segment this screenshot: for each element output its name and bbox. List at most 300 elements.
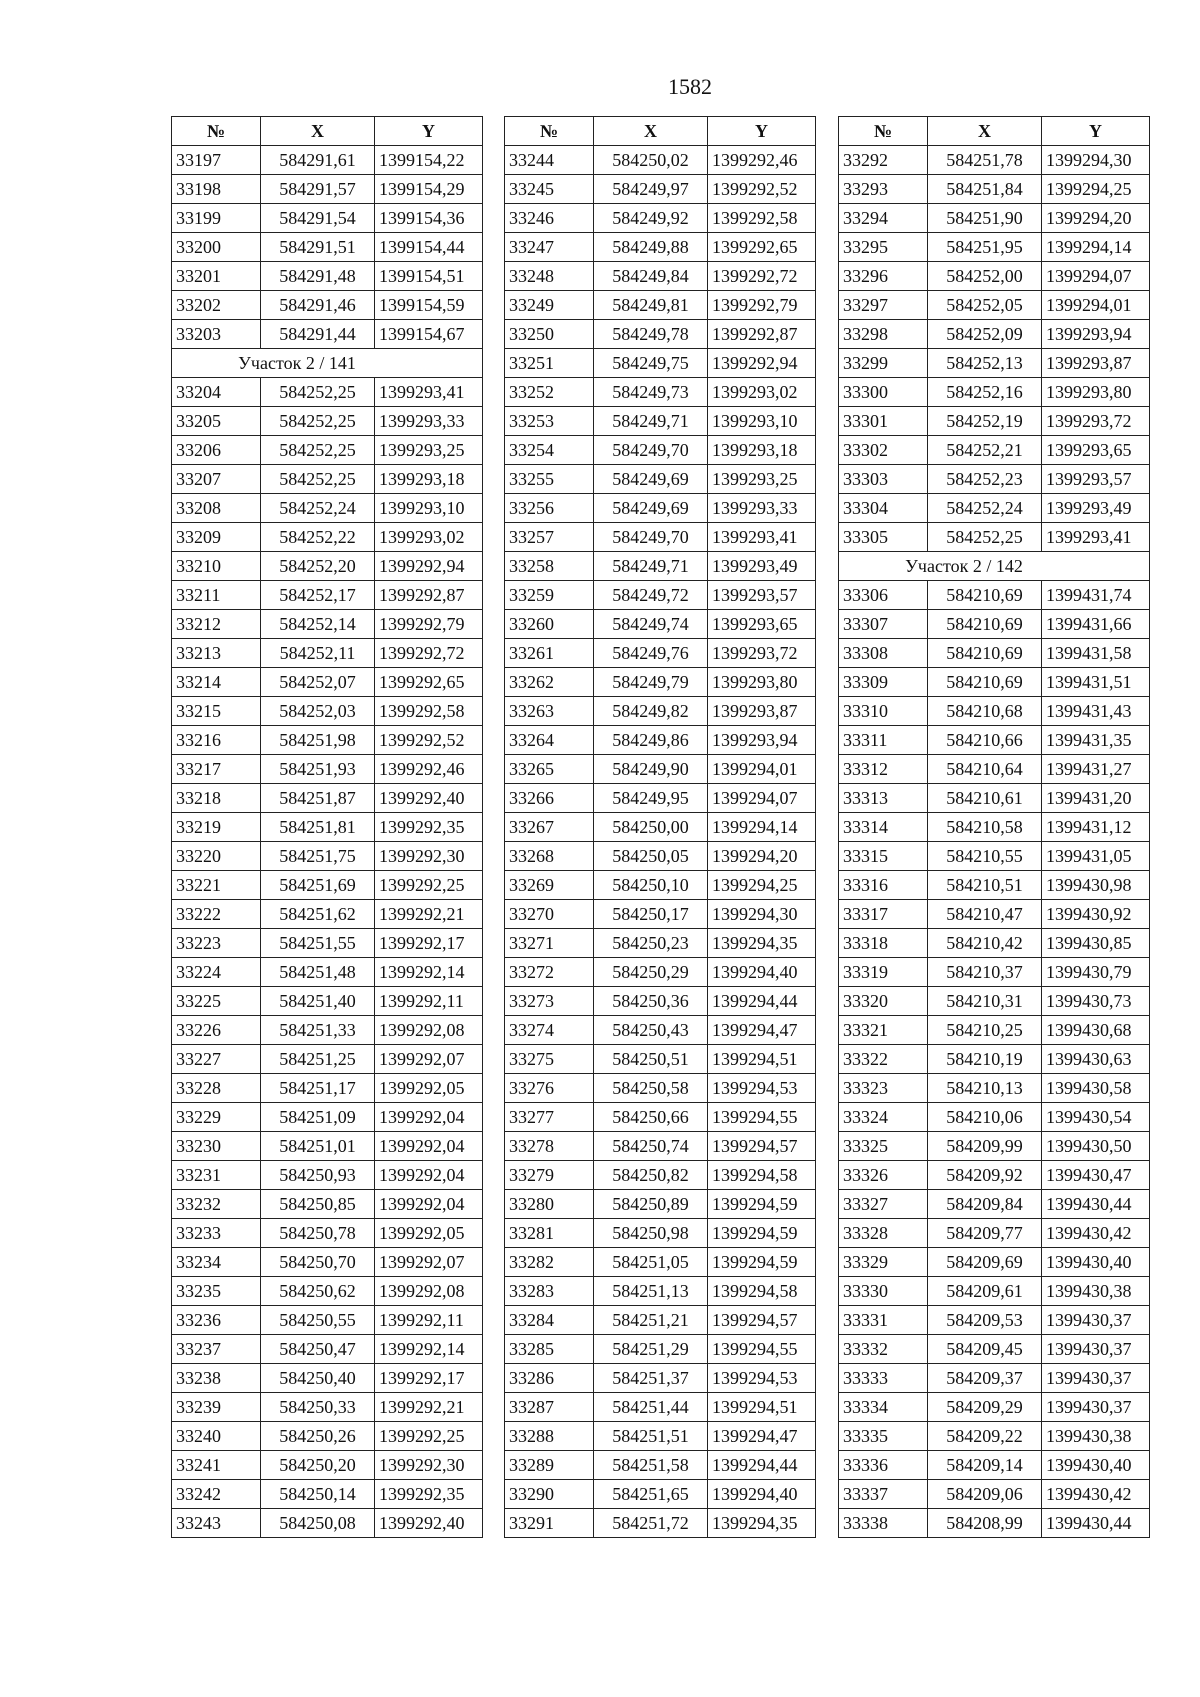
point-number: 33244 [505, 146, 594, 175]
coord-y: 1399430,63 [1042, 1045, 1150, 1074]
page-number: 1582 [668, 74, 712, 99]
table-row [172, 958, 483, 987]
coord-y: 1399430,37 [1042, 1364, 1150, 1393]
table-row [172, 1074, 483, 1103]
table-row [172, 610, 483, 639]
coord-y: 1399294,44 [708, 1451, 816, 1480]
coord-y: 1399293,72 [708, 639, 816, 668]
coord-x: 584252,25 [928, 523, 1042, 552]
table-row [839, 581, 1150, 610]
point-number: 33228 [172, 1074, 261, 1103]
header-row [505, 117, 816, 146]
point-number: 33207 [172, 465, 261, 494]
point-number: 33224 [172, 958, 261, 987]
coord-x: 584251,37 [594, 1364, 708, 1393]
coord-y: 1399294,40 [708, 1480, 816, 1509]
coord-y: 1399292,30 [375, 1451, 483, 1480]
point-number: 33299 [839, 349, 928, 378]
table-row [505, 581, 816, 610]
table-row [172, 494, 483, 523]
coord-x: 584210,68 [928, 697, 1042, 726]
point-number: 33271 [505, 929, 594, 958]
coord-x: 584210,55 [928, 842, 1042, 871]
table-row [505, 697, 816, 726]
table-row [839, 1132, 1150, 1161]
coord-y: 1399430,42 [1042, 1480, 1150, 1509]
coord-y: 1399293,65 [1042, 436, 1150, 465]
coord-y: 1399294,35 [708, 1509, 816, 1538]
coord-x: 584209,61 [928, 1277, 1042, 1306]
coord-x: 584252,25 [261, 378, 375, 407]
coord-y: 1399430,98 [1042, 871, 1150, 900]
table-row [172, 1364, 483, 1393]
coord-y: 1399294,58 [708, 1161, 816, 1190]
coord-y: 1399430,73 [1042, 987, 1150, 1016]
point-number: 33310 [839, 697, 928, 726]
coord-x: 584252,07 [261, 668, 375, 697]
table-row [839, 784, 1150, 813]
section-row [172, 349, 483, 378]
coord-x: 584252,14 [261, 610, 375, 639]
table-row [505, 146, 816, 175]
point-number: 33275 [505, 1045, 594, 1074]
coord-x: 584251,17 [261, 1074, 375, 1103]
coord-y: 1399154,67 [375, 320, 483, 349]
point-number: 33319 [839, 958, 928, 987]
point-number: 33278 [505, 1132, 594, 1161]
coordinates-table-2 [504, 116, 816, 1538]
point-number: 33258 [505, 552, 594, 581]
table-row [505, 1306, 816, 1335]
coord-y: 1399293,65 [708, 610, 816, 639]
coord-y: 1399292,40 [375, 1509, 483, 1538]
coord-x: 584210,31 [928, 987, 1042, 1016]
table-row [505, 610, 816, 639]
coord-y: 1399292,58 [708, 204, 816, 233]
table-row [172, 204, 483, 233]
table-row [172, 1219, 483, 1248]
coordinates-table-1 [171, 116, 483, 1538]
table-row [172, 697, 483, 726]
table-row [172, 407, 483, 436]
coord-x: 584252,20 [261, 552, 375, 581]
coord-x: 584291,48 [261, 262, 375, 291]
coord-y: 1399430,44 [1042, 1509, 1150, 1538]
table-row [839, 320, 1150, 349]
table-row [505, 1016, 816, 1045]
coord-y: 1399293,87 [708, 697, 816, 726]
table-row [839, 465, 1150, 494]
coord-y: 1399430,68 [1042, 1016, 1150, 1045]
coord-y: 1399294,14 [708, 813, 816, 842]
coord-y: 1399431,58 [1042, 639, 1150, 668]
coord-y: 1399292,52 [375, 726, 483, 755]
coord-y: 1399292,87 [708, 320, 816, 349]
coord-x: 584252,19 [928, 407, 1042, 436]
coord-y: 1399294,44 [708, 987, 816, 1016]
point-number: 33304 [839, 494, 928, 523]
coord-y: 1399294,47 [708, 1422, 816, 1451]
coord-x: 584249,69 [594, 465, 708, 494]
coord-y: 1399292,25 [375, 1422, 483, 1451]
coord-y: 1399293,57 [1042, 465, 1150, 494]
coord-x: 584249,92 [594, 204, 708, 233]
coord-y: 1399293,18 [375, 465, 483, 494]
coord-y: 1399294,01 [1042, 291, 1150, 320]
coord-x: 584249,70 [594, 523, 708, 552]
point-number: 33314 [839, 813, 928, 842]
coord-x: 584250,85 [261, 1190, 375, 1219]
point-number: 33289 [505, 1451, 594, 1480]
table-row [839, 1335, 1150, 1364]
coord-y: 1399292,46 [375, 755, 483, 784]
coord-x: 584249,69 [594, 494, 708, 523]
coord-y: 1399294,53 [708, 1074, 816, 1103]
point-number: 33257 [505, 523, 594, 552]
table-row [505, 871, 816, 900]
coord-y: 1399293,10 [708, 407, 816, 436]
coord-x: 584251,90 [928, 204, 1042, 233]
table-row [505, 233, 816, 262]
table-row [505, 1364, 816, 1393]
point-number: 33251 [505, 349, 594, 378]
point-number: 33317 [839, 900, 928, 929]
coord-x: 584209,06 [928, 1480, 1042, 1509]
coord-x: 584249,74 [594, 610, 708, 639]
point-number: 33260 [505, 610, 594, 639]
point-number: 33294 [839, 204, 928, 233]
point-number: 33236 [172, 1306, 261, 1335]
coord-y: 1399293,25 [375, 436, 483, 465]
table-row [172, 523, 483, 552]
coord-x: 584210,66 [928, 726, 1042, 755]
point-number: 33250 [505, 320, 594, 349]
table-row [505, 1103, 816, 1132]
coord-x: 584209,92 [928, 1161, 1042, 1190]
coord-y: 1399293,18 [708, 436, 816, 465]
point-number: 33309 [839, 668, 928, 697]
point-number: 33210 [172, 552, 261, 581]
coord-y: 1399292,14 [375, 958, 483, 987]
point-number: 33204 [172, 378, 261, 407]
coord-y: 1399292,94 [708, 349, 816, 378]
coord-y: 1399292,30 [375, 842, 483, 871]
coord-y: 1399294,59 [708, 1248, 816, 1277]
coord-x: 584250,05 [594, 842, 708, 871]
coord-y: 1399293,02 [708, 378, 816, 407]
table-row [839, 610, 1150, 639]
coord-x: 584249,81 [594, 291, 708, 320]
coord-y: 1399292,25 [375, 871, 483, 900]
header-y: Y [1042, 117, 1150, 146]
table-row [839, 726, 1150, 755]
coord-y: 1399430,42 [1042, 1219, 1150, 1248]
coord-x: 584252,25 [261, 436, 375, 465]
coord-x: 584249,79 [594, 668, 708, 697]
point-number: 33211 [172, 581, 261, 610]
point-number: 33312 [839, 755, 928, 784]
point-number: 33237 [172, 1335, 261, 1364]
coord-y: 1399294,30 [1042, 146, 1150, 175]
coord-x: 584250,14 [261, 1480, 375, 1509]
coord-y: 1399154,51 [375, 262, 483, 291]
coord-x: 584291,54 [261, 204, 375, 233]
point-number: 33300 [839, 378, 928, 407]
point-number: 33272 [505, 958, 594, 987]
section-title [172, 349, 483, 378]
point-number: 33305 [839, 523, 928, 552]
table-row [172, 378, 483, 407]
coord-x: 584252,23 [928, 465, 1042, 494]
point-number: 33329 [839, 1248, 928, 1277]
coord-y: 1399294,40 [708, 958, 816, 987]
coord-y: 1399293,33 [708, 494, 816, 523]
coord-x: 584251,01 [261, 1132, 375, 1161]
point-number: 33337 [839, 1480, 928, 1509]
coord-y: 1399292,08 [375, 1277, 483, 1306]
table-row [839, 146, 1150, 175]
table-row [505, 1335, 816, 1364]
point-number: 33326 [839, 1161, 928, 1190]
table-row [172, 987, 483, 1016]
coord-y: 1399431,66 [1042, 610, 1150, 639]
coord-x: 584249,72 [594, 581, 708, 610]
point-number: 33328 [839, 1219, 928, 1248]
coord-x: 584210,58 [928, 813, 1042, 842]
point-number: 33241 [172, 1451, 261, 1480]
point-number: 33306 [839, 581, 928, 610]
coord-y: 1399292,52 [708, 175, 816, 204]
table-row [505, 175, 816, 204]
coord-y: 1399292,08 [375, 1016, 483, 1045]
table-row [505, 1277, 816, 1306]
header-y: Y [375, 117, 483, 146]
coord-y: 1399430,40 [1042, 1451, 1150, 1480]
point-number: 33318 [839, 929, 928, 958]
coord-x: 584250,89 [594, 1190, 708, 1219]
point-number: 33273 [505, 987, 594, 1016]
table-row [839, 1277, 1150, 1306]
point-number: 33206 [172, 436, 261, 465]
table-row [172, 929, 483, 958]
table-row [505, 407, 816, 436]
coord-x: 584252,03 [261, 697, 375, 726]
coord-y: 1399292,04 [375, 1161, 483, 1190]
table-row [505, 784, 816, 813]
point-number: 33287 [505, 1393, 594, 1422]
coord-x: 584250,78 [261, 1219, 375, 1248]
table-row [172, 1335, 483, 1364]
coord-y: 1399292,04 [375, 1132, 483, 1161]
coord-x: 584249,71 [594, 407, 708, 436]
coord-x: 584250,66 [594, 1103, 708, 1132]
coord-y: 1399430,50 [1042, 1132, 1150, 1161]
table-row [839, 233, 1150, 262]
coord-y: 1399294,20 [1042, 204, 1150, 233]
point-number: 33296 [839, 262, 928, 291]
coord-y: 1399293,72 [1042, 407, 1150, 436]
table-row [172, 146, 483, 175]
point-number: 33330 [839, 1277, 928, 1306]
coord-x: 584250,10 [594, 871, 708, 900]
coord-y: 1399154,59 [375, 291, 483, 320]
coord-x: 584249,88 [594, 233, 708, 262]
coord-y: 1399292,07 [375, 1248, 483, 1277]
section-label: Участок 2 / 142 [905, 556, 1023, 576]
coord-x: 584252,24 [928, 494, 1042, 523]
table-row [505, 1451, 816, 1480]
coord-x: 584251,58 [594, 1451, 708, 1480]
coord-y: 1399292,17 [375, 1364, 483, 1393]
coord-x: 584251,05 [594, 1248, 708, 1277]
coord-x: 584209,14 [928, 1451, 1042, 1480]
coord-x: 584249,97 [594, 175, 708, 204]
coord-x: 584250,29 [594, 958, 708, 987]
table-row [172, 552, 483, 581]
point-number: 33265 [505, 755, 594, 784]
coord-x: 584210,69 [928, 581, 1042, 610]
point-number: 33264 [505, 726, 594, 755]
point-number: 33242 [172, 1480, 261, 1509]
table-row [505, 755, 816, 784]
point-number: 33307 [839, 610, 928, 639]
coord-x: 584251,95 [928, 233, 1042, 262]
coord-x: 584209,69 [928, 1248, 1042, 1277]
point-number: 33315 [839, 842, 928, 871]
point-number: 33197 [172, 146, 261, 175]
table-body [505, 146, 816, 1538]
table-row [172, 1306, 483, 1335]
point-number: 33239 [172, 1393, 261, 1422]
coord-x: 584252,25 [261, 465, 375, 494]
coord-x: 584252,11 [261, 639, 375, 668]
coord-y: 1399293,94 [708, 726, 816, 755]
point-number: 33308 [839, 639, 928, 668]
point-number: 33252 [505, 378, 594, 407]
coord-x: 584250,93 [261, 1161, 375, 1190]
table-row [505, 1248, 816, 1277]
point-number: 33226 [172, 1016, 261, 1045]
coord-y: 1399294,57 [708, 1132, 816, 1161]
table-row [839, 1248, 1150, 1277]
point-number: 33200 [172, 233, 261, 262]
table-row [839, 523, 1150, 552]
point-number: 33268 [505, 842, 594, 871]
coord-x: 584250,98 [594, 1219, 708, 1248]
coord-x: 584210,37 [928, 958, 1042, 987]
table-row [505, 494, 816, 523]
point-number: 33233 [172, 1219, 261, 1248]
section-title [839, 552, 1150, 581]
coord-y: 1399431,74 [1042, 581, 1150, 610]
section-row [839, 552, 1150, 581]
table-row [172, 291, 483, 320]
table-row [839, 755, 1150, 784]
point-number: 33269 [505, 871, 594, 900]
table-row [839, 1509, 1150, 1538]
coord-x: 584251,09 [261, 1103, 375, 1132]
table-row [839, 697, 1150, 726]
point-number: 33248 [505, 262, 594, 291]
table-row [172, 842, 483, 871]
coord-y: 1399292,94 [375, 552, 483, 581]
coord-x: 584251,40 [261, 987, 375, 1016]
table-row [505, 436, 816, 465]
table-row [505, 1190, 816, 1219]
point-number: 33324 [839, 1103, 928, 1132]
coord-x: 584209,84 [928, 1190, 1042, 1219]
coord-x: 584250,82 [594, 1161, 708, 1190]
coord-x: 584210,51 [928, 871, 1042, 900]
coord-x: 584251,62 [261, 900, 375, 929]
coord-y: 1399292,72 [375, 639, 483, 668]
table-row [839, 436, 1150, 465]
point-number: 33230 [172, 1132, 261, 1161]
table-row [172, 320, 483, 349]
coord-y: 1399292,79 [375, 610, 483, 639]
coord-y: 1399294,47 [708, 1016, 816, 1045]
coord-y: 1399292,46 [708, 146, 816, 175]
coord-y: 1399292,35 [375, 1480, 483, 1509]
table-row [172, 1016, 483, 1045]
coord-x: 584251,33 [261, 1016, 375, 1045]
point-number: 33286 [505, 1364, 594, 1393]
coord-y: 1399294,07 [708, 784, 816, 813]
coord-x: 584251,21 [594, 1306, 708, 1335]
table-row [172, 233, 483, 262]
coord-y: 1399292,35 [375, 813, 483, 842]
table-row [172, 1103, 483, 1132]
coord-y: 1399430,58 [1042, 1074, 1150, 1103]
point-number: 33320 [839, 987, 928, 1016]
coord-x: 584209,45 [928, 1335, 1042, 1364]
table-row [505, 726, 816, 755]
coord-x: 584209,22 [928, 1422, 1042, 1451]
point-number: 33231 [172, 1161, 261, 1190]
coord-y: 1399293,41 [1042, 523, 1150, 552]
coord-x: 584251,51 [594, 1422, 708, 1451]
point-number: 33293 [839, 175, 928, 204]
coord-y: 1399430,79 [1042, 958, 1150, 987]
coord-y: 1399154,22 [375, 146, 483, 175]
table-row [839, 204, 1150, 233]
table-row [839, 1161, 1150, 1190]
point-number: 33238 [172, 1364, 261, 1393]
coord-y: 1399430,37 [1042, 1393, 1150, 1422]
coord-y: 1399294,20 [708, 842, 816, 871]
table-row [172, 1190, 483, 1219]
coord-x: 584250,08 [261, 1509, 375, 1538]
table-row [172, 900, 483, 929]
table-row [839, 929, 1150, 958]
table-row [505, 552, 816, 581]
coord-y: 1399294,14 [1042, 233, 1150, 262]
coord-x: 584249,84 [594, 262, 708, 291]
header-x: X [928, 117, 1042, 146]
coord-y: 1399294,59 [708, 1219, 816, 1248]
coord-y: 1399292,04 [375, 1190, 483, 1219]
table-row [172, 262, 483, 291]
coord-y: 1399154,29 [375, 175, 483, 204]
coord-y: 1399430,37 [1042, 1306, 1150, 1335]
coord-x: 584250,58 [594, 1074, 708, 1103]
coord-x: 584210,13 [928, 1074, 1042, 1103]
coord-y: 1399430,40 [1042, 1248, 1150, 1277]
coord-y: 1399292,14 [375, 1335, 483, 1364]
coord-x: 584250,55 [261, 1306, 375, 1335]
table-row [172, 668, 483, 697]
table-row [505, 204, 816, 233]
